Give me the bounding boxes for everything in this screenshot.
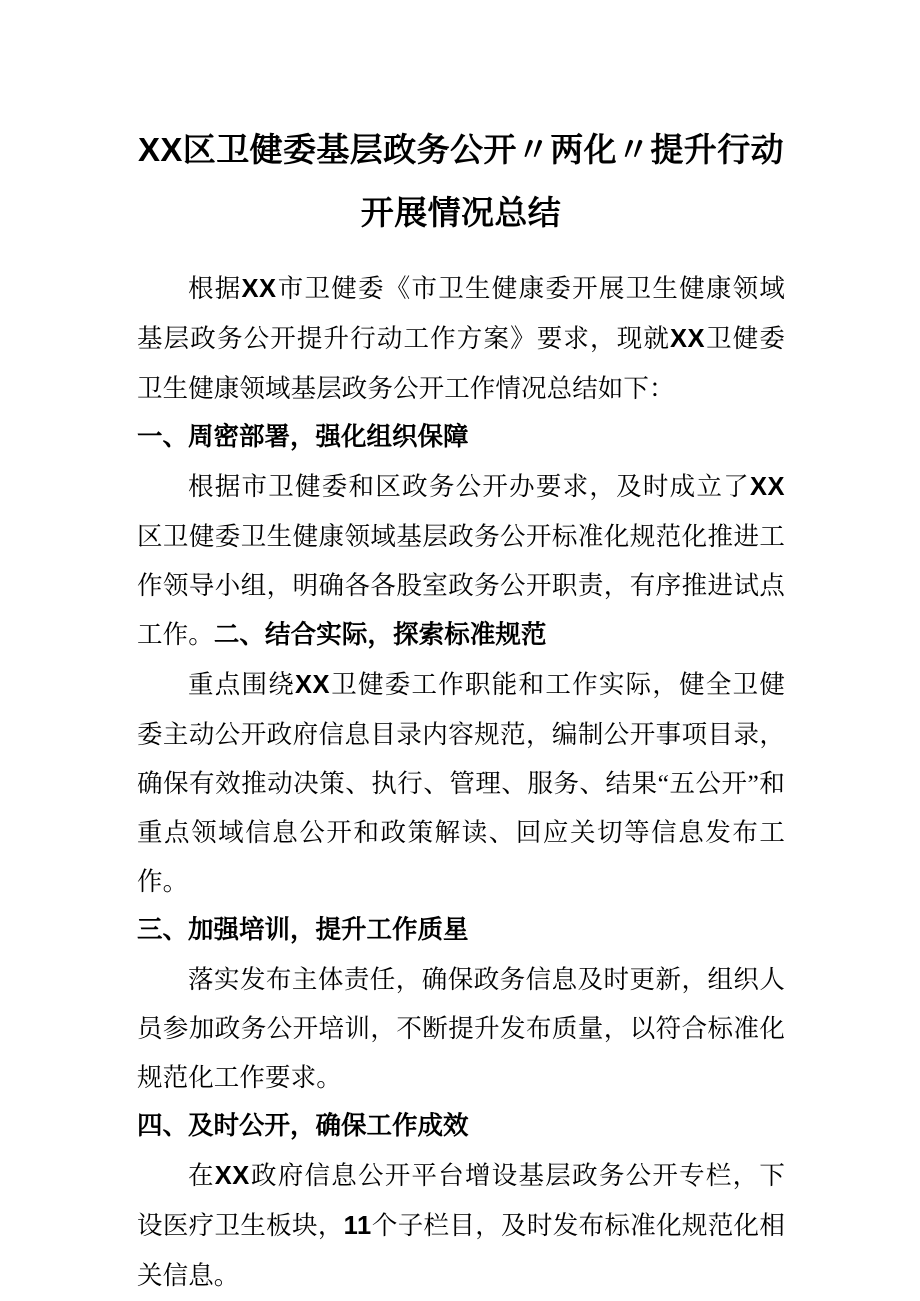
intro-segment-1: 根据	[188, 274, 242, 303]
section-3-paragraph: 落实发布主体责任，确保政务信息及时更新，组织人员参加政务公开培训，不断提升发布质量，以符合标准化规范化工作要求。	[137, 965, 785, 1092]
section-2-paragraph	[137, 660, 785, 906]
intro-placeholder-xx-2: XX	[670, 325, 706, 353]
section-1-paragraph	[137, 462, 785, 660]
section-2-segment-1: 重点围绕	[188, 670, 296, 699]
section-1-segment-1: 根据市卫健委和区政务公开办要求，及时成立了	[188, 472, 750, 501]
section-4-segment-3: 个子栏目，及时发布标准化规范化相关信息。	[137, 1211, 785, 1290]
section-4-segment-1: 在	[188, 1161, 215, 1190]
section-2-segment-2: 卫健委工作职能和工作实际，健全卫健委主动公开政府信息目录内容规范，编制公开事项目录，确保有效推动决策、执行、管理、服务、结果“五公开”和重点领域信息公开和政策解读、回应关切等信息发布工作。	[137, 670, 785, 896]
title-text: XX区卫健委基层政务公开〃两化〃提升行动开展情况总结	[137, 131, 785, 231]
section-heading-1: 一、周密部署，强化组织保障	[137, 423, 469, 451]
intro-paragraph	[137, 264, 785, 413]
section-2-placeholder-xx: XX	[295, 671, 331, 699]
section-4-placeholder-xx: XX	[214, 1162, 250, 1190]
section-4-column-count: 11	[343, 1212, 372, 1240]
section-heading-2-inline: 二、结合实际，探索标准规范	[213, 621, 547, 649]
section-heading-4: 四、及时公开，确保工作成效	[137, 1112, 469, 1140]
section-1-placeholder-xx: XX	[749, 473, 785, 501]
section-4-segment-2: 政府信息公开平台增设基层政务公开专栏，下设医疗卫生板块，	[137, 1161, 785, 1240]
section-1-segment-2: 区卫健委卫生健康领域基层政务公开标准化规范化推进工作领导小组，明确各各股室政务公开职责，有序推进试点工作。	[137, 522, 785, 649]
section-heading-3: 三、加强培训，提升工作质星	[137, 916, 469, 944]
document-content	[137, 0, 785, 1300]
intro-segment-2: 市卫健委《市卫生健康委开展卫生健康领域基层政务公开提升行动工作方案》要求，现就	[137, 274, 786, 353]
section-4-paragraph	[137, 1151, 785, 1300]
page-title	[137, 0, 785, 244]
intro-placeholder-xx-1: XX	[241, 275, 277, 303]
intro-segment-3: 卫健委卫生健康领域基层政务公开工作情况总结如下：	[137, 324, 785, 403]
